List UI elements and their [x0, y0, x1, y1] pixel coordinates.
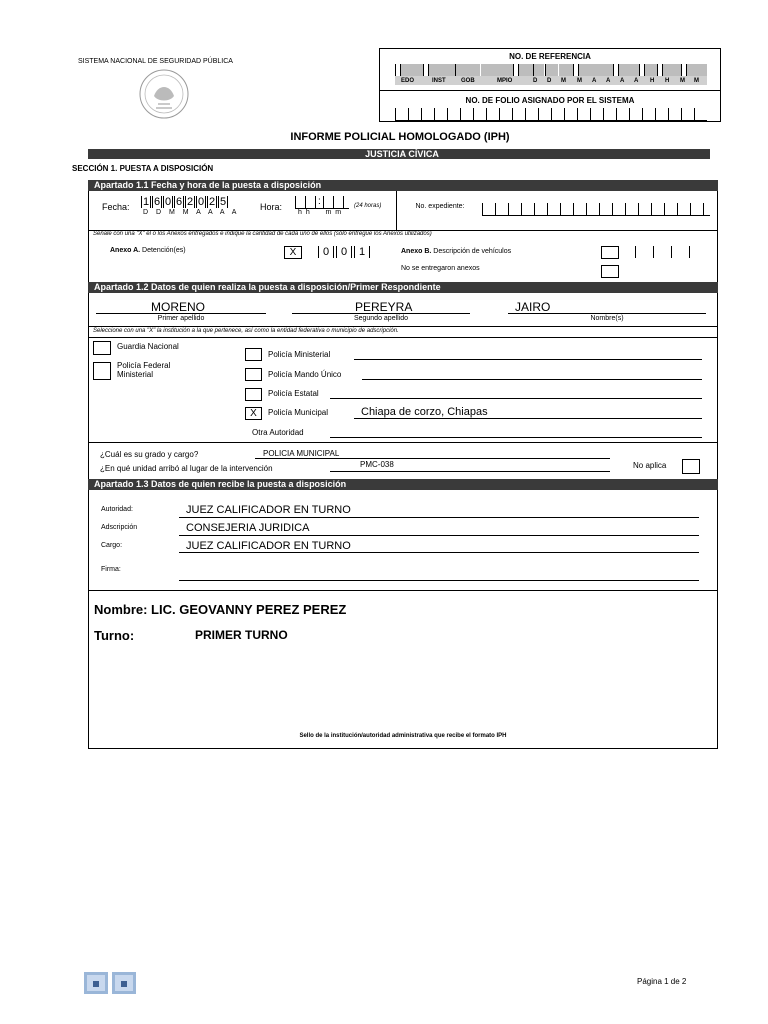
expediente-cells[interactable]: [482, 203, 710, 216]
fecha-label: Fecha:: [102, 202, 130, 212]
ap12-title-bar: Apartado 1.2 Datos de quien realiza la puesta a disposición/Primer Respondiente: [88, 282, 718, 293]
anexo-a-digit-3: 1: [354, 246, 370, 258]
institution-box: [88, 337, 718, 443]
ap11-vertical-divider: [396, 191, 397, 231]
adscripcion-label: Adscripción: [101, 524, 138, 531]
no-anexos-checkbox[interactable]: [601, 265, 619, 278]
form-title: INFORME POLICIAL HOMOLOGADO (IPH): [290, 131, 510, 143]
municipal-value[interactable]: Chiapa de corzo, Chiapas: [361, 406, 488, 418]
reference-title: NO. DE REFERENCIA: [509, 52, 591, 61]
federal-label: [117, 361, 170, 379]
apellido1-value[interactable]: MORENO: [151, 300, 205, 314]
ministerial-checkbox[interactable]: [245, 348, 262, 361]
adscripcion-value[interactable]: CONSEJERIA JURIDICA: [186, 522, 310, 534]
ap11-title-bar: Apartado 1.1 Fecha y hora de la puesta a disposición: [88, 180, 718, 191]
ref-label-d1: D: [533, 78, 538, 84]
folio-cells[interactable]: [395, 108, 707, 121]
anexo-a-checkbox[interactable]: X: [284, 246, 302, 259]
autoridad-label: Autoridad:: [101, 506, 133, 513]
mando-line[interactable]: [362, 379, 702, 380]
apellido1-line: [96, 313, 266, 314]
federal-checkbox[interactable]: [93, 362, 111, 380]
municipal-label: Policía Municipal: [268, 408, 329, 417]
anexos-note: Señale con una "X" el o los Anexos entregados e indique la cantidad de cada uno de ellos (sólo entregue los Anexos utilizados): [93, 231, 432, 237]
ministerial-label: Policía Ministerial: [268, 350, 331, 359]
autoridad-line: [179, 517, 699, 518]
hora-label: Hora:: [260, 202, 283, 212]
no-anexos-label: No se entregaron anexos: [401, 265, 480, 272]
otra-label: Otra Autoridad: [252, 428, 304, 437]
hora-note: (24 horas): [354, 203, 382, 209]
anexo-b-text: Descripción de vehículos: [433, 248, 512, 255]
federal-label-2: Ministerial: [117, 370, 154, 379]
expediente-label: No. expediente:: [415, 203, 465, 210]
ref-label-a2: A: [606, 78, 611, 84]
estatal-checkbox[interactable]: [245, 388, 262, 401]
no-aplica-label: No aplica: [633, 461, 667, 470]
agency-name: SISTEMA NACIONAL DE SEGURIDAD PÚBLICA: [78, 58, 233, 65]
federal-label-1: Policía Federal: [117, 361, 171, 370]
nombre-value[interactable]: JAIRO: [515, 300, 551, 314]
mexico-seal-icon: [128, 66, 200, 122]
cargo-label: Cargo:: [101, 542, 123, 549]
reference-divider: [379, 90, 721, 91]
apellido1-label: Primer apellido: [157, 315, 205, 322]
form-subtitle-bar: JUSTICIA CÍVICA: [88, 149, 710, 159]
anexo-a-text: Detención(es): [142, 247, 186, 254]
ref-label-d2: D: [547, 78, 552, 84]
unidad-line: [330, 471, 610, 472]
fecha-digits[interactable]: [141, 196, 235, 208]
grado-value[interactable]: POLICIA MUNICIPAL: [263, 449, 340, 458]
unidad-value[interactable]: PMC-038: [360, 460, 394, 469]
no-aplica-checkbox[interactable]: [682, 459, 700, 474]
nombre-label: Nombre(s): [590, 315, 624, 322]
municipal-line: [354, 418, 702, 419]
ref-label-edo: EDO: [401, 78, 415, 84]
ref-label-m1: M: [561, 78, 566, 84]
guardia-label: Guardia Nacional: [117, 342, 179, 351]
anexo-a-count[interactable]: [318, 246, 374, 258]
fecha-format: D D M M A A A A: [143, 209, 240, 216]
ref-label-a3: A: [620, 78, 625, 84]
anexo-b-checkbox[interactable]: [601, 246, 619, 259]
autoridad-value[interactable]: JUEZ CALIFICADOR EN TURNO: [186, 504, 351, 516]
anexo-a-label: [110, 247, 186, 254]
ref-label-gob: GOB: [461, 78, 475, 84]
adscripcion-line: [179, 535, 699, 536]
apellido2-value[interactable]: PEREYRA: [355, 300, 413, 314]
cargo-line: [179, 552, 699, 553]
ap12-divider: [88, 326, 718, 327]
page-number: Página 1 de 2: [637, 977, 687, 986]
fecha-digit-7: 2: [208, 196, 216, 208]
anexo-b-label: [401, 248, 511, 255]
fecha-digit-4: 6: [175, 196, 183, 208]
municipal-checkbox[interactable]: X: [245, 407, 262, 420]
fecha-digit-5: 2: [186, 196, 194, 208]
turno-value: PRIMER TURNO: [195, 628, 288, 642]
anexo-b-count[interactable]: [635, 246, 690, 258]
anexo-a-bold: Anexo A.: [110, 247, 141, 254]
hora-format: h h m m: [298, 209, 343, 216]
otra-line[interactable]: [330, 437, 702, 438]
ref-label-m2: M: [577, 78, 582, 84]
ref-label-mm2: M: [694, 78, 699, 84]
estatal-label: Policía Estatal: [268, 389, 319, 398]
ref-label-a1: A: [592, 78, 597, 84]
ref-label-inst: INST: [432, 78, 446, 84]
grado-line: [255, 458, 610, 459]
apellido2-line: [292, 313, 470, 314]
ref-label-h2: H: [665, 78, 670, 84]
nombre-line: [508, 313, 706, 314]
grado-question: ¿Cuál es su grado y cargo?: [100, 450, 199, 459]
estatal-line[interactable]: [330, 398, 702, 399]
anexo-b-bold: Anexo B.: [401, 248, 432, 255]
folio-title: NO. DE FOLIO ASIGNADO POR EL SISTEMA: [465, 96, 635, 105]
ministerial-line[interactable]: [354, 359, 702, 360]
fecha-digit-8: 5: [219, 196, 227, 208]
hora-colon: :: [318, 196, 321, 207]
ap13-title-bar: Apartado 1.3 Datos de quien recibe la puesta a disposición: [88, 479, 718, 490]
section-title: SECCIÓN 1. PUESTA A DISPOSICIÓN: [72, 164, 214, 173]
apellido2-label: Segundo apellido: [353, 315, 409, 322]
mando-label: Policía Mando Único: [268, 370, 342, 379]
anexo-a-digit-1: 0: [318, 246, 334, 258]
ref-label-h1: H: [650, 78, 655, 84]
receiver-name: Nombre: LIC. GEOVANNY PEREZ PEREZ: [94, 602, 347, 617]
unidad-question: ¿En qué unidad arribó al lugar de la intervención: [100, 464, 273, 473]
hora-field[interactable]: [295, 196, 349, 209]
fecha-digit-6: 0: [197, 196, 205, 208]
firma-label: Firma:: [101, 566, 121, 573]
cargo-value[interactable]: JUEZ CALIFICADOR EN TURNO: [186, 540, 351, 552]
ap13-divider: [88, 590, 718, 591]
anexo-a-digit-2: 0: [336, 246, 352, 258]
ref-label-a4: A: [634, 78, 639, 84]
sello-caption: Sello de la institución/autoridad administrativa que recibe el formato IPH: [299, 733, 507, 739]
footer-logos-icon: [84, 972, 138, 994]
fecha-digit-2: 6: [153, 196, 161, 208]
ref-label-mpio: MPIO: [497, 78, 513, 84]
mando-checkbox[interactable]: [245, 368, 262, 381]
turno-label: Turno:: [94, 628, 135, 643]
firma-line[interactable]: [179, 580, 699, 581]
ref-label-mm1: M: [680, 78, 685, 84]
guardia-checkbox[interactable]: [93, 341, 111, 355]
fecha-digit-1: 1: [142, 196, 150, 208]
fecha-digit-3: 0: [164, 196, 172, 208]
institution-note: Seleccione con una "X" la institución a la que pertenece, así como la entidad federativa o municipio de adscripción.: [93, 328, 399, 334]
